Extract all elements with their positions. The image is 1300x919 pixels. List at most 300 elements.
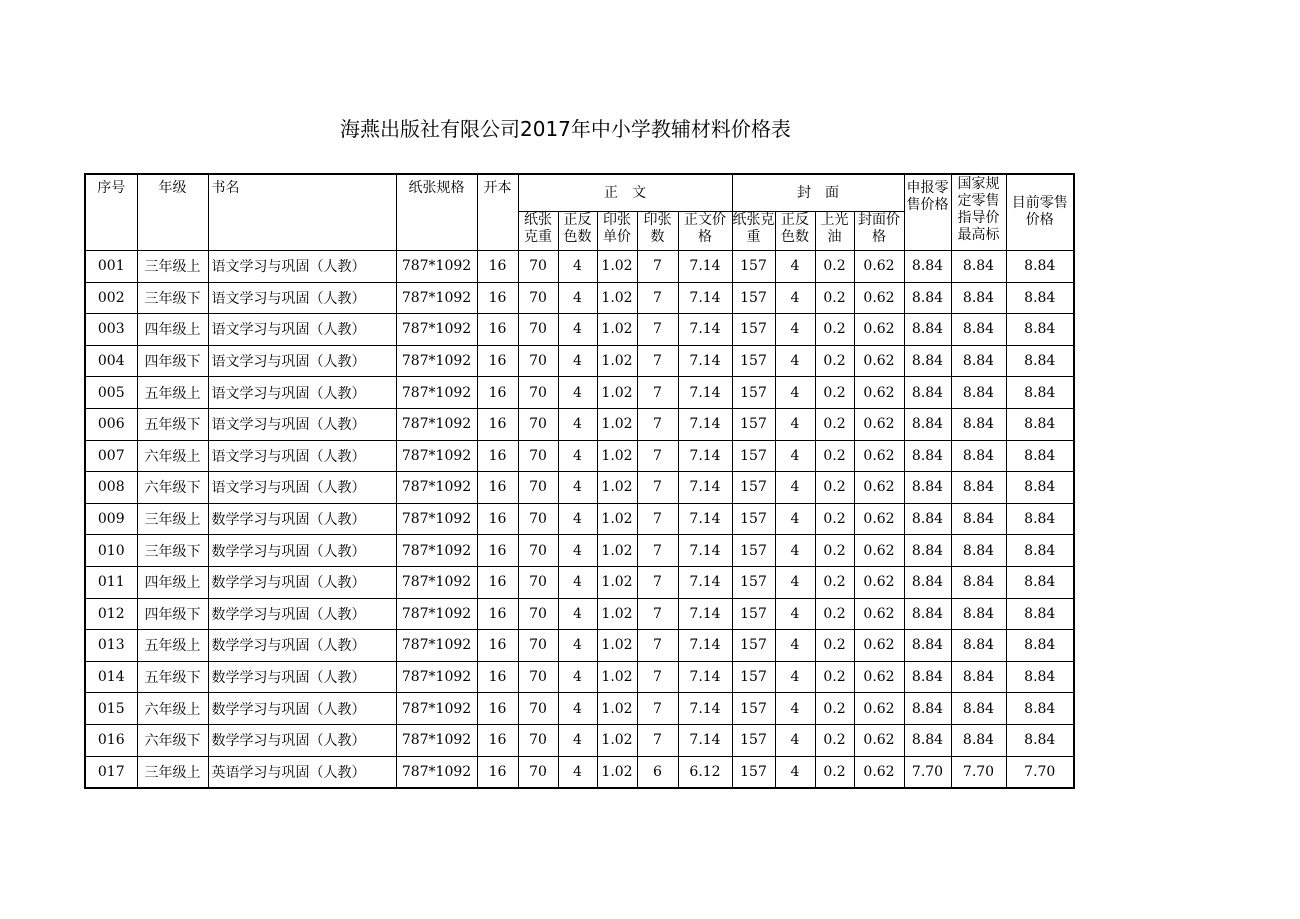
- cell-book-name: 英语学习与巩固（人教）: [208, 756, 396, 788]
- cell-book-name: 数学学习与巩固（人教）: [208, 630, 396, 662]
- cell-paper-size: 787*1092: [396, 440, 477, 472]
- cell-cover-gloss: 0.2: [815, 345, 854, 377]
- cell-cover-colors: 4: [775, 440, 815, 472]
- cell-format: 16: [477, 440, 518, 472]
- cell-seq: 016: [85, 724, 137, 756]
- cell-body-sheets: 7: [637, 630, 678, 662]
- cell-book-name: 语文学习与巩固（人教）: [208, 408, 396, 440]
- cell-grade: 四年级上: [137, 566, 208, 598]
- cell-body-colors: 4: [558, 756, 597, 788]
- cell-body-sheets: 7: [637, 377, 678, 409]
- table-row: [85, 503, 1074, 535]
- cell-body-colors: 4: [558, 503, 597, 535]
- cell-cover-gloss: 0.2: [815, 377, 854, 409]
- cell-current-price: 8.84: [1006, 661, 1074, 693]
- cell-seq: 004: [85, 345, 137, 377]
- header-body-sheets: 印张数: [637, 212, 678, 251]
- cell-book-name: 语文学习与巩固（人教）: [208, 251, 396, 283]
- cell-grade: 四年级下: [137, 598, 208, 630]
- cell-cover-paper-weight: 157: [732, 345, 775, 377]
- cell-cover-gloss: 0.2: [815, 693, 854, 725]
- cell-current-price: 8.84: [1006, 377, 1074, 409]
- cell-body-unit-price: 1.02: [597, 314, 637, 346]
- cell-cover-price: 0.62: [854, 345, 904, 377]
- cell-cover-price: 0.62: [854, 472, 904, 504]
- table-row: [85, 535, 1074, 567]
- cell-body-colors: 4: [558, 377, 597, 409]
- cell-body-paper-weight: 70: [518, 282, 558, 314]
- cell-grade: 六年级上: [137, 440, 208, 472]
- cell-body-price: 7.14: [678, 377, 732, 409]
- cell-cover-price: 0.62: [854, 377, 904, 409]
- cell-body-unit-price: 1.02: [597, 282, 637, 314]
- cell-body-paper-weight: 70: [518, 314, 558, 346]
- cell-body-colors: 4: [558, 251, 597, 283]
- header-body-unit-price: 印张单价: [597, 212, 637, 251]
- cell-format: 16: [477, 598, 518, 630]
- cell-paper-size: 787*1092: [396, 630, 477, 662]
- cell-cover-colors: 4: [775, 377, 815, 409]
- cell-body-unit-price: 1.02: [597, 408, 637, 440]
- cell-paper-size: 787*1092: [396, 693, 477, 725]
- cell-body-paper-weight: 70: [518, 693, 558, 725]
- cell-cover-colors: 4: [775, 314, 815, 346]
- cell-body-price: 7.14: [678, 345, 732, 377]
- cell-book-name: 语文学习与巩固（人教）: [208, 440, 396, 472]
- cell-body-price: 7.14: [678, 598, 732, 630]
- cell-seq: 005: [85, 377, 137, 409]
- cell-national-max: 8.84: [951, 345, 1006, 377]
- cell-cover-paper-weight: 157: [732, 503, 775, 535]
- cell-body-price: 7.14: [678, 472, 732, 504]
- table-row: [85, 693, 1074, 725]
- cell-body-unit-price: 1.02: [597, 693, 637, 725]
- cell-book-name: 数学学习与巩固（人教）: [208, 503, 396, 535]
- cell-declared-price: 8.84: [904, 661, 951, 693]
- cell-cover-paper-weight: 157: [732, 598, 775, 630]
- cell-paper-size: 787*1092: [396, 566, 477, 598]
- cell-cover-price: 0.62: [854, 251, 904, 283]
- cell-grade: 五年级上: [137, 377, 208, 409]
- cell-cover-gloss: 0.2: [815, 314, 854, 346]
- table-row: [85, 314, 1074, 346]
- cell-body-paper-weight: 70: [518, 345, 558, 377]
- cell-body-colors: 4: [558, 693, 597, 725]
- header-current-price: 目前零售价格: [1006, 174, 1074, 251]
- cell-current-price: 8.84: [1006, 282, 1074, 314]
- cell-national-max: 8.84: [951, 535, 1006, 567]
- cell-body-colors: 4: [558, 598, 597, 630]
- cell-national-max: 8.84: [951, 693, 1006, 725]
- cell-paper-size: 787*1092: [396, 503, 477, 535]
- header-declared-price: 申报零售价格: [904, 174, 951, 251]
- cell-cover-gloss: 0.2: [815, 756, 854, 788]
- cell-national-max: 8.84: [951, 314, 1006, 346]
- cell-declared-price: 8.84: [904, 314, 951, 346]
- table-row: [85, 377, 1074, 409]
- cell-declared-price: 8.84: [904, 693, 951, 725]
- cell-national-max: 8.84: [951, 440, 1006, 472]
- cell-body-sheets: 7: [637, 661, 678, 693]
- cell-body-sheets: 7: [637, 440, 678, 472]
- cell-cover-colors: 4: [775, 472, 815, 504]
- cell-format: 16: [477, 535, 518, 567]
- cell-grade: 六年级下: [137, 472, 208, 504]
- cell-cover-colors: 4: [775, 566, 815, 598]
- cell-cover-paper-weight: 157: [732, 724, 775, 756]
- cell-grade: 六年级下: [137, 724, 208, 756]
- page-title: 海燕出版社有限公司2017年中小学教辅材料价格表: [340, 117, 791, 141]
- cell-cover-price: 0.62: [854, 314, 904, 346]
- cell-body-sheets: 7: [637, 251, 678, 283]
- cell-declared-price: 7.70: [904, 756, 951, 788]
- cell-cover-colors: 4: [775, 598, 815, 630]
- cell-grade: 三年级上: [137, 251, 208, 283]
- cell-body-sheets: 6: [637, 756, 678, 788]
- cell-cover-colors: 4: [775, 693, 815, 725]
- cell-body-price: 7.14: [678, 251, 732, 283]
- cell-declared-price: 8.84: [904, 345, 951, 377]
- cell-national-max: 8.84: [951, 251, 1006, 283]
- cell-declared-price: 8.84: [904, 598, 951, 630]
- cell-grade: 四年级上: [137, 314, 208, 346]
- cell-body-sheets: 7: [637, 693, 678, 725]
- cell-seq: 007: [85, 440, 137, 472]
- cell-format: 16: [477, 314, 518, 346]
- cell-body-colors: 4: [558, 630, 597, 662]
- cell-body-sheets: 7: [637, 503, 678, 535]
- cell-national-max: 7.70: [951, 756, 1006, 788]
- cell-body-paper-weight: 70: [518, 630, 558, 662]
- cell-current-price: 8.84: [1006, 630, 1074, 662]
- cell-current-price: 8.84: [1006, 724, 1074, 756]
- cell-body-paper-weight: 70: [518, 566, 558, 598]
- cell-cover-colors: 4: [775, 661, 815, 693]
- cell-paper-size: 787*1092: [396, 251, 477, 283]
- cell-body-paper-weight: 70: [518, 535, 558, 567]
- cell-cover-paper-weight: 157: [732, 408, 775, 440]
- cell-seq: 017: [85, 756, 137, 788]
- cell-body-price: 7.14: [678, 661, 732, 693]
- cell-book-name: 数学学习与巩固（人教）: [208, 724, 396, 756]
- cell-body-sheets: 7: [637, 566, 678, 598]
- cell-current-price: 8.84: [1006, 535, 1074, 567]
- cell-cover-colors: 4: [775, 345, 815, 377]
- cell-body-price: 7.14: [678, 724, 732, 756]
- cell-current-price: 8.84: [1006, 472, 1074, 504]
- cell-cover-paper-weight: 157: [732, 472, 775, 504]
- cell-current-price: 8.84: [1006, 314, 1074, 346]
- cell-seq: 008: [85, 472, 137, 504]
- cell-body-price: 7.14: [678, 408, 732, 440]
- cell-body-colors: 4: [558, 724, 597, 756]
- cell-body-paper-weight: 70: [518, 251, 558, 283]
- cell-declared-price: 8.84: [904, 472, 951, 504]
- cell-cover-colors: 4: [775, 756, 815, 788]
- cell-cover-paper-weight: 157: [732, 282, 775, 314]
- cell-national-max: 8.84: [951, 282, 1006, 314]
- header-body-colors: 正反色数: [558, 212, 597, 251]
- cell-seq: 009: [85, 503, 137, 535]
- cell-national-max: 8.84: [951, 566, 1006, 598]
- cell-grade: 三年级上: [137, 503, 208, 535]
- cell-grade: 五年级上: [137, 630, 208, 662]
- table-row: [85, 345, 1074, 377]
- table-row: [85, 661, 1074, 693]
- cell-national-max: 8.84: [951, 724, 1006, 756]
- cell-cover-colors: 4: [775, 251, 815, 283]
- cell-book-name: 语文学习与巩固（人教）: [208, 314, 396, 346]
- cell-paper-size: 787*1092: [396, 408, 477, 440]
- cell-format: 16: [477, 503, 518, 535]
- cell-paper-size: 787*1092: [396, 756, 477, 788]
- table-row: [85, 472, 1074, 504]
- cell-body-colors: 4: [558, 440, 597, 472]
- cell-format: 16: [477, 661, 518, 693]
- cell-body-sheets: 7: [637, 598, 678, 630]
- cell-cover-price: 0.62: [854, 282, 904, 314]
- cell-cover-price: 0.62: [854, 630, 904, 662]
- cell-body-paper-weight: 70: [518, 598, 558, 630]
- cell-book-name: 语文学习与巩固（人教）: [208, 282, 396, 314]
- cell-cover-gloss: 0.2: [815, 566, 854, 598]
- cell-cover-price: 0.62: [854, 440, 904, 472]
- cell-cover-gloss: 0.2: [815, 535, 854, 567]
- cell-current-price: 8.84: [1006, 503, 1074, 535]
- cell-book-name: 数学学习与巩固（人教）: [208, 566, 396, 598]
- cell-book-name: 数学学习与巩固（人教）: [208, 661, 396, 693]
- header-format: 开本: [477, 174, 518, 251]
- table-row: [85, 251, 1074, 283]
- cell-body-unit-price: 1.02: [597, 598, 637, 630]
- cell-body-colors: 4: [558, 535, 597, 567]
- cell-cover-paper-weight: 157: [732, 693, 775, 725]
- table-row: [85, 724, 1074, 756]
- cell-cover-gloss: 0.2: [815, 598, 854, 630]
- cell-seq: 002: [85, 282, 137, 314]
- cell-national-max: 8.84: [951, 630, 1006, 662]
- cell-grade: 六年级上: [137, 693, 208, 725]
- cell-body-unit-price: 1.02: [597, 724, 637, 756]
- cell-cover-price: 0.62: [854, 598, 904, 630]
- cell-body-price: 7.14: [678, 566, 732, 598]
- cell-cover-colors: 4: [775, 503, 815, 535]
- cell-book-name: 数学学习与巩固（人教）: [208, 535, 396, 567]
- cell-grade: 四年级下: [137, 345, 208, 377]
- cell-cover-paper-weight: 157: [732, 661, 775, 693]
- cell-book-name: 语文学习与巩固（人教）: [208, 377, 396, 409]
- cell-body-unit-price: 1.02: [597, 377, 637, 409]
- cell-body-unit-price: 1.02: [597, 472, 637, 504]
- cell-declared-price: 8.84: [904, 440, 951, 472]
- cell-seq: 014: [85, 661, 137, 693]
- cell-body-paper-weight: 70: [518, 408, 558, 440]
- cell-cover-gloss: 0.2: [815, 630, 854, 662]
- header-body-group: 正 文: [518, 174, 732, 212]
- cell-body-paper-weight: 70: [518, 661, 558, 693]
- table-row: [85, 756, 1074, 788]
- cell-cover-gloss: 0.2: [815, 408, 854, 440]
- cell-body-sheets: 7: [637, 535, 678, 567]
- cell-cover-gloss: 0.2: [815, 503, 854, 535]
- cell-body-sheets: 7: [637, 408, 678, 440]
- cell-national-max: 8.84: [951, 598, 1006, 630]
- cell-body-paper-weight: 70: [518, 503, 558, 535]
- cell-paper-size: 787*1092: [396, 282, 477, 314]
- cell-format: 16: [477, 377, 518, 409]
- cell-format: 16: [477, 472, 518, 504]
- cell-paper-size: 787*1092: [396, 661, 477, 693]
- cell-body-paper-weight: 70: [518, 377, 558, 409]
- cell-body-price: 7.14: [678, 282, 732, 314]
- cell-cover-colors: 4: [775, 282, 815, 314]
- cell-seq: 013: [85, 630, 137, 662]
- cell-format: 16: [477, 566, 518, 598]
- cell-cover-price: 0.62: [854, 535, 904, 567]
- cell-cover-gloss: 0.2: [815, 661, 854, 693]
- header-seq: 序号: [85, 174, 137, 251]
- header-cover-paper-weight: 纸张克重: [732, 212, 775, 251]
- header-cover-group: 封 面: [732, 174, 904, 212]
- cell-cover-price: 0.62: [854, 566, 904, 598]
- header-cover-colors: 正反色数: [775, 212, 815, 251]
- cell-format: 16: [477, 693, 518, 725]
- cell-body-price: 7.14: [678, 693, 732, 725]
- cell-body-paper-weight: 70: [518, 756, 558, 788]
- cell-body-sheets: 7: [637, 314, 678, 346]
- header-grade: 年级: [137, 174, 208, 251]
- cell-paper-size: 787*1092: [396, 472, 477, 504]
- cell-declared-price: 8.84: [904, 503, 951, 535]
- header-national-max: 国家规定零售指导价最高标: [951, 174, 1006, 251]
- cell-seq: 015: [85, 693, 137, 725]
- cell-cover-paper-weight: 157: [732, 377, 775, 409]
- table-body: [85, 251, 1074, 789]
- cell-cover-price: 0.62: [854, 724, 904, 756]
- cell-body-paper-weight: 70: [518, 724, 558, 756]
- cell-body-unit-price: 1.02: [597, 661, 637, 693]
- cell-cover-gloss: 0.2: [815, 472, 854, 504]
- cell-body-unit-price: 1.02: [597, 345, 637, 377]
- cell-cover-colors: 4: [775, 408, 815, 440]
- cell-national-max: 8.84: [951, 503, 1006, 535]
- cell-cover-price: 0.62: [854, 661, 904, 693]
- cell-body-sheets: 7: [637, 472, 678, 504]
- cell-body-paper-weight: 70: [518, 440, 558, 472]
- cell-seq: 010: [85, 535, 137, 567]
- cell-format: 16: [477, 756, 518, 788]
- header-body-price: 正文价格: [678, 212, 732, 251]
- cell-body-colors: 4: [558, 282, 597, 314]
- cell-format: 16: [477, 630, 518, 662]
- cell-format: 16: [477, 282, 518, 314]
- cell-declared-price: 8.84: [904, 377, 951, 409]
- cell-cover-paper-weight: 157: [732, 566, 775, 598]
- cell-cover-colors: 4: [775, 724, 815, 756]
- cell-cover-price: 0.62: [854, 756, 904, 788]
- header-paper-size: 纸张规格: [396, 174, 477, 251]
- table-row: [85, 440, 1074, 472]
- cell-cover-price: 0.62: [854, 503, 904, 535]
- cell-declared-price: 8.84: [904, 630, 951, 662]
- cell-body-price: 7.14: [678, 440, 732, 472]
- cell-grade: 三年级上: [137, 756, 208, 788]
- cell-paper-size: 787*1092: [396, 377, 477, 409]
- cell-grade: 五年级下: [137, 661, 208, 693]
- cell-body-price: 7.14: [678, 630, 732, 662]
- cell-cover-paper-weight: 157: [732, 630, 775, 662]
- cell-grade: 三年级下: [137, 535, 208, 567]
- cell-seq: 003: [85, 314, 137, 346]
- cell-cover-paper-weight: 157: [732, 440, 775, 472]
- cell-body-price: 6.12: [678, 756, 732, 788]
- cell-body-colors: 4: [558, 314, 597, 346]
- cell-body-colors: 4: [558, 345, 597, 377]
- cell-cover-gloss: 0.2: [815, 724, 854, 756]
- cell-national-max: 8.84: [951, 661, 1006, 693]
- cell-format: 16: [477, 345, 518, 377]
- cell-body-sheets: 7: [637, 724, 678, 756]
- cell-current-price: 8.84: [1006, 693, 1074, 725]
- cell-body-paper-weight: 70: [518, 472, 558, 504]
- header-cover-gloss: 上光油: [815, 212, 854, 251]
- cell-body-colors: 4: [558, 472, 597, 504]
- cell-cover-paper-weight: 157: [732, 314, 775, 346]
- cell-paper-size: 787*1092: [396, 724, 477, 756]
- cell-cover-colors: 4: [775, 535, 815, 567]
- cell-paper-size: 787*1092: [396, 598, 477, 630]
- table-row: [85, 630, 1074, 662]
- cell-body-unit-price: 1.02: [597, 251, 637, 283]
- cell-book-name: 数学学习与巩固（人教）: [208, 693, 396, 725]
- cell-body-price: 7.14: [678, 314, 732, 346]
- cell-body-unit-price: 1.02: [597, 756, 637, 788]
- cell-format: 16: [477, 724, 518, 756]
- cell-national-max: 8.84: [951, 377, 1006, 409]
- cell-format: 16: [477, 408, 518, 440]
- cell-paper-size: 787*1092: [396, 314, 477, 346]
- cell-body-price: 7.14: [678, 503, 732, 535]
- cell-grade: 三年级下: [137, 282, 208, 314]
- cell-current-price: 8.84: [1006, 408, 1074, 440]
- cell-cover-gloss: 0.2: [815, 440, 854, 472]
- cell-seq: 006: [85, 408, 137, 440]
- cell-declared-price: 8.84: [904, 724, 951, 756]
- cell-seq: 001: [85, 251, 137, 283]
- cell-declared-price: 8.84: [904, 566, 951, 598]
- cell-cover-gloss: 0.2: [815, 282, 854, 314]
- cell-seq: 011: [85, 566, 137, 598]
- cell-national-max: 8.84: [951, 472, 1006, 504]
- cell-declared-price: 8.84: [904, 282, 951, 314]
- cell-declared-price: 8.84: [904, 535, 951, 567]
- cell-current-price: 8.84: [1006, 251, 1074, 283]
- cell-grade: 五年级下: [137, 408, 208, 440]
- cell-book-name: 语文学习与巩固（人教）: [208, 345, 396, 377]
- cell-cover-paper-weight: 157: [732, 251, 775, 283]
- cell-current-price: 8.84: [1006, 440, 1074, 472]
- cell-current-price: 8.84: [1006, 566, 1074, 598]
- cell-national-max: 8.84: [951, 408, 1006, 440]
- cell-cover-price: 0.62: [854, 693, 904, 725]
- cell-book-name: 数学学习与巩固（人教）: [208, 598, 396, 630]
- cell-current-price: 7.70: [1006, 756, 1074, 788]
- cell-body-sheets: 7: [637, 345, 678, 377]
- cell-cover-gloss: 0.2: [815, 251, 854, 283]
- table-row: [85, 408, 1074, 440]
- table-row: [85, 598, 1074, 630]
- header-name: 书名: [208, 174, 396, 251]
